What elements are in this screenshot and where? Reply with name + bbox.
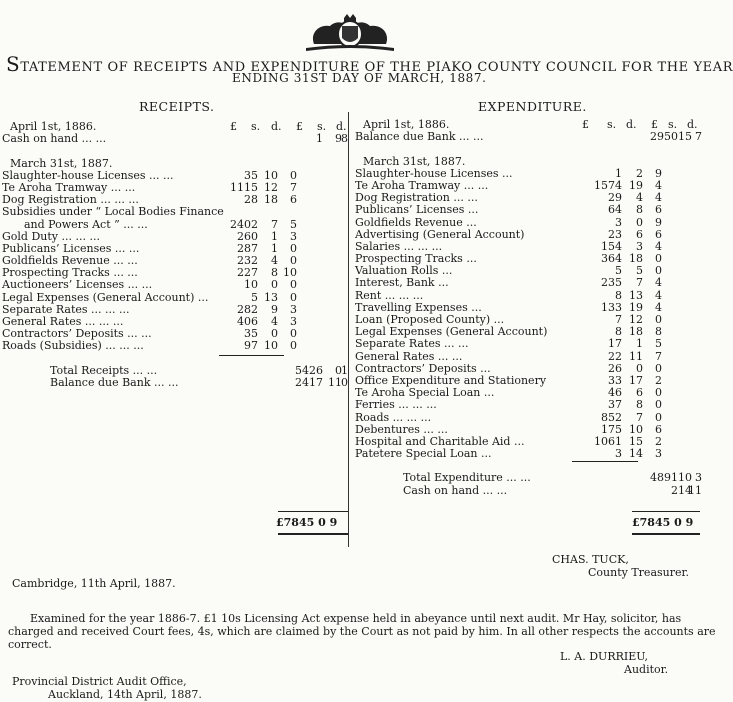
expenditure-amount-d: 5: [655, 337, 662, 351]
expenditure-label: Rent ... ... ...: [355, 288, 424, 302]
expenditure-amount-d: 2: [655, 434, 662, 448]
expenditure-label: Ferries ... ... ...: [355, 398, 437, 412]
receipts-amount-d: 3: [290, 315, 297, 328]
receipts-col-pound: £: [230, 120, 237, 133]
expenditure-amount-d: 3: [655, 447, 662, 461]
expenditure-amount-d: 0: [655, 313, 662, 326]
receipts-amount-p: 35: [244, 327, 258, 341]
receipts-total-rule-bottom: [278, 533, 348, 535]
expenditure-amount-d: 6: [655, 422, 662, 436]
receipts-label: Subsidies under “ Local Bodies Finance: [2, 205, 224, 219]
receipts-label: Goldfields Revenue ... ...: [2, 254, 138, 268]
expenditure-amount-p: 3: [615, 447, 622, 461]
treasurer-name: CHAS. TUCK,: [552, 553, 629, 566]
expenditure-col-pound: £: [582, 118, 589, 131]
receipts-amount-s: 0: [271, 278, 278, 292]
expenditure-amount-s: 15: [629, 434, 643, 448]
expenditure-row: [355, 277, 700, 289]
receipts-label: Cash on hand ... ...: [2, 132, 107, 146]
receipts-amount-d: 0: [290, 290, 297, 304]
expenditure-amount-p: 364: [601, 252, 622, 266]
receipts-amount-s: 7: [271, 217, 278, 231]
expenditure-row: [355, 472, 700, 484]
expenditure-label: Slaughter-house Licenses ...: [355, 166, 513, 180]
expenditure-amount-p: 5: [615, 264, 622, 278]
receipts-col-d: d.: [271, 120, 282, 133]
receipts-label: Te Aroha Tramway ... ...: [2, 180, 136, 194]
receipts-label: General Rates ... ... ...: [2, 315, 124, 328]
expenditure-amount-s: 8: [636, 398, 643, 412]
expenditure-amount-p: 3: [615, 215, 622, 229]
receipts-amount-d: 0: [290, 278, 297, 292]
expenditure-amount-s: 4: [636, 191, 643, 205]
expenditure-amount-s: 13: [629, 288, 643, 302]
expenditure-col-s: s.: [607, 118, 617, 131]
expenditure-amount-s: 2: [636, 166, 643, 180]
expenditure-label: Dog Registration ... ...: [355, 191, 478, 205]
receipts-label: and Powers Act ” ... ...: [24, 217, 148, 231]
expenditure-amount-s: 8: [636, 203, 643, 217]
expenditure-label: Legal Expenses (General Account): [355, 325, 548, 339]
receipts-amount-p: 35: [244, 168, 258, 182]
expenditure-amount-p2: 2: [671, 483, 678, 497]
expenditure-amount-d2: 3: [695, 471, 702, 485]
expenditure-amount-d2: 11: [688, 483, 702, 497]
receipts-label: Legal Expenses (General Account) ...: [2, 290, 209, 304]
expenditure-amount-p: 133: [601, 300, 622, 314]
expenditure-row: [355, 412, 700, 424]
receipts-amount-s: 10: [264, 168, 278, 182]
receipts-amount-s: 0: [271, 327, 278, 341]
expenditure-amount-s: 14: [629, 447, 643, 461]
receipts-label: March 31st, 1887.: [10, 156, 113, 170]
expenditure-total-rule-bottom: [632, 533, 700, 535]
receipts-amount-s: 1: [271, 229, 278, 243]
receipts-col-d2: d.: [336, 120, 347, 133]
audit-note-line2: charged and received Court fees, 4s, which are claimed by the Court as not paid by him. In all other respects the accounts are: [8, 625, 716, 638]
expenditure-amount-d: 7: [655, 349, 662, 363]
receipts-label: Dog Registration ... ... ...: [2, 193, 139, 207]
expenditure-label: Contractors’ Deposits ...: [355, 361, 491, 375]
expenditure-heading: EXPENDITURE.: [478, 99, 587, 114]
expenditure-amount-p2: 2950: [650, 130, 678, 144]
expenditure-row: [355, 399, 700, 411]
expenditure-amount-s: 11: [629, 349, 643, 363]
expenditure-amount-s: 6: [636, 227, 643, 241]
expenditure-spacer: [355, 143, 700, 155]
expenditure-amount-p: 1: [615, 166, 622, 180]
expenditure-amount-s: 18: [629, 325, 643, 339]
receipts-amount-s: 12: [264, 180, 278, 194]
receipts-amount-d: 0: [290, 254, 297, 268]
receipts-amount-s: 18: [264, 193, 278, 207]
expenditure-amount-d: 0: [655, 361, 662, 375]
receipts-subtotal-rule: [219, 355, 284, 356]
expenditure-amount-p: 175: [601, 422, 622, 436]
expenditure-amount-s: 10: [629, 422, 643, 436]
audit-note-line3: correct.: [8, 638, 52, 651]
expenditure-subtotal-rule: [572, 461, 638, 462]
expenditure-amount-p: 46: [608, 386, 622, 400]
receipts-label: Slaughter-house Licenses ... ...: [2, 168, 174, 182]
expenditure-amount-d: 0: [655, 264, 662, 278]
crest-emblem: [300, 14, 400, 52]
auditor-name: L. A. DURRIEU,: [560, 650, 649, 663]
expenditure-amount-p: 235: [601, 276, 622, 290]
receipts-amount-s: 8: [271, 266, 278, 280]
expenditure-label: Interest, Bank ...: [355, 276, 449, 290]
receipts-amount-p: 97: [244, 339, 258, 353]
receipts-amount-p: 1115: [230, 180, 258, 194]
expenditure-label: General Rates ... ...: [355, 349, 463, 363]
auditor-role: Auditor.: [624, 663, 669, 676]
expenditure-label: April 1st, 1886.: [363, 118, 450, 131]
receipts-amount-p: 5: [251, 290, 258, 304]
expenditure-label: March 31st, 1887.: [363, 154, 466, 168]
expenditure-amount-d: 9: [655, 166, 662, 180]
receipts-amount-d: 10: [283, 266, 297, 280]
expenditure-amount-p2: 4891: [650, 471, 678, 485]
receipts-amount-p2: 2417: [295, 375, 323, 389]
expenditure-amount-s: 0: [636, 361, 643, 375]
expenditure-amount-d: 4: [655, 300, 662, 314]
expenditure-amount-d2: 7: [695, 130, 702, 144]
expenditure-row: [355, 131, 700, 143]
expenditure-label: Salaries ... ... ...: [355, 239, 443, 253]
receipts-label: Total Receipts ... ...: [50, 363, 158, 377]
centre-divider: [348, 112, 349, 547]
receipts-label: Gold Duty ... ... ...: [2, 229, 100, 243]
receipts-amount-d: 6: [290, 193, 297, 207]
receipts-row: [2, 292, 347, 304]
expenditure-amount-s2: 10: [678, 471, 692, 485]
expenditure-amount-s2: 14: [678, 483, 692, 497]
expenditure-amount-d: 0: [655, 410, 662, 424]
receipts-amount-d2: 0: [341, 375, 348, 389]
expenditure-amount-p: 1574: [594, 178, 622, 192]
audit-note-line1: Examined for the year 1886-7. £1 10s Licensing Act expense held in abeyance until next audit. Mr Hay, solicitor, has: [30, 612, 682, 625]
receipts-label: Publicans’ Licenses ... ...: [2, 241, 140, 255]
expenditure-col-d2: d.: [687, 118, 698, 131]
receipts-amount-s: 9: [271, 302, 278, 316]
expenditure-amount-p: 17: [608, 337, 622, 351]
receipts-label: April 1st, 1886.: [10, 120, 97, 133]
expenditure-amount-s: 3: [636, 239, 643, 253]
statement-title: STATEMENT OF RECEIPTS AND EXPENDITURE OF THE PIAKO COUNTY COUNCIL FOR THE YEAR: [6, 52, 733, 76]
expenditure-amount-p: 33: [608, 373, 622, 387]
receipts-amount-p2: 1: [316, 132, 323, 146]
expenditure-amount-s: 5: [636, 264, 643, 278]
expenditure-amount-d: 0: [655, 252, 662, 266]
receipts-amount-d: 0: [290, 241, 297, 255]
expenditure-label: Prospecting Tracks ...: [355, 252, 477, 266]
receipts-amount-d2: 8: [341, 132, 348, 146]
expenditure-col-d: d.: [626, 118, 637, 131]
expenditure-label: Te Aroha Tramway ... ...: [355, 178, 489, 192]
receipts-amount-s: 4: [271, 254, 278, 268]
receipts-label: Balance due Bank ... ...: [50, 375, 179, 389]
receipts-row: [2, 340, 347, 352]
expenditure-col-s2: s.: [668, 118, 678, 131]
receipts-amount-s2: 9: [335, 132, 342, 146]
place-date: Cambridge, 11th April, 1887.: [12, 577, 176, 590]
receipts-amount-p: 227: [237, 266, 258, 280]
receipts-row: [2, 133, 347, 145]
expenditure-amount-s: 12: [629, 313, 643, 326]
expenditure-amount-s: 19: [629, 178, 643, 192]
receipts-label: Contractors’ Deposits ... ...: [2, 327, 152, 341]
expenditure-ledger: [355, 119, 700, 497]
receipts-row: [2, 219, 347, 231]
receipts-amount-d: 0: [290, 339, 297, 353]
expenditure-amount-d: 0: [655, 398, 662, 412]
expenditure-label: Publicans’ Licenses ...: [355, 203, 479, 217]
expenditure-label: Goldfields Revenue ...: [355, 215, 477, 229]
expenditure-row: [355, 156, 700, 168]
receipts-amount-s2: 11: [328, 375, 342, 389]
expenditure-amount-p: 22: [608, 349, 622, 363]
expenditure-amount-d: 4: [655, 178, 662, 192]
receipts-amount-p2: 5426: [295, 363, 323, 377]
expenditure-amount-d: 4: [655, 288, 662, 302]
expenditure-label: Loan (Proposed County) ...: [355, 313, 505, 326]
expenditure-label: Balance due Bank ... ...: [355, 130, 484, 144]
receipts-spacer: [2, 353, 347, 365]
receipts-label: Roads (Subsidies) ... ... ...: [2, 339, 144, 353]
expenditure-row: [355, 485, 700, 497]
receipts-amount-p: 2402: [230, 217, 258, 231]
expenditure-amount-s: 18: [629, 252, 643, 266]
receipts-label: Separate Rates ... ... ...: [2, 302, 130, 316]
treasurer-role: County Treasurer.: [588, 566, 690, 579]
expenditure-amount-d: 0: [655, 386, 662, 400]
expenditure-label: Debentures ... ...: [355, 422, 448, 436]
expenditure-amount-p: 154: [601, 239, 622, 253]
receipts-total-rule-top: [278, 511, 348, 512]
expenditure-label: Roads ... ... ...: [355, 410, 432, 424]
expenditure-label: Valuation Rolls ...: [355, 264, 453, 278]
expenditure-amount-p: 23: [608, 227, 622, 241]
receipts-ledger: [2, 121, 347, 389]
expenditure-amount-s: 1: [636, 337, 643, 351]
expenditure-amount-d: 6: [655, 227, 662, 241]
expenditure-amount-s: 6: [636, 386, 643, 400]
expenditure-row: [355, 448, 700, 460]
expenditure-grand-total: £7845 0 9: [632, 516, 694, 529]
receipts-amount-s: 13: [264, 290, 278, 304]
expenditure-amount-s: 17: [629, 373, 643, 387]
receipts-amount-s: 10: [264, 339, 278, 353]
expenditure-label: Total Expenditure ... ...: [403, 471, 531, 485]
expenditure-amount-s: 19: [629, 300, 643, 314]
expenditure-amount-p: 1061: [594, 434, 622, 448]
expenditure-amount-d: 2: [655, 373, 662, 387]
receipts-row: [2, 279, 347, 291]
receipts-amount-s: 1: [271, 241, 278, 255]
statement-subtitle: ENDING 31ST DAY OF MARCH, 1887.: [232, 71, 487, 85]
receipts-label: Prospecting Tracks ... ...: [2, 266, 138, 280]
expenditure-amount-p: 8: [615, 325, 622, 339]
receipts-label: Auctioneers’ Licenses ... ...: [2, 278, 153, 292]
receipts-col-pound2: £: [296, 120, 303, 133]
audit-office-line1: Provincial District Audit Office,: [12, 675, 187, 688]
expenditure-amount-d: 6: [655, 203, 662, 217]
receipts-amount-d: 7: [290, 180, 297, 194]
receipts-amount-p: 260: [237, 229, 258, 243]
expenditure-amount-p: 7: [615, 313, 622, 326]
expenditure-label: Travelling Expenses ...: [355, 300, 482, 314]
expenditure-amount-p: 64: [608, 203, 622, 217]
receipts-col-s: s.: [251, 120, 261, 133]
expenditure-amount-d: 4: [655, 276, 662, 290]
receipts-row: [2, 158, 347, 170]
expenditure-label: Te Aroha Special Loan ...: [355, 386, 495, 400]
expenditure-row: [355, 338, 700, 350]
expenditure-amount-d: 8: [655, 325, 662, 339]
receipts-grand-total: £7845 0 9: [276, 516, 338, 529]
expenditure-label: Patetere Special Loan ...: [355, 447, 492, 461]
receipts-amount-d: 5: [290, 217, 297, 231]
receipts-amount-p: 287: [237, 241, 258, 255]
expenditure-amount-p: 29: [608, 191, 622, 205]
expenditure-amount-s: 0: [636, 215, 643, 229]
receipts-spacer: [2, 145, 347, 157]
receipts-amount-d: 3: [290, 229, 297, 243]
receipts-amount-p: 282: [237, 302, 258, 316]
expenditure-label: Cash on hand ... ...: [403, 483, 508, 497]
receipts-col-s2: s.: [317, 120, 327, 133]
receipts-amount-p: 232: [237, 254, 258, 268]
expenditure-amount-d: 4: [655, 191, 662, 205]
expenditure-label: Hospital and Charitable Aid ...: [355, 434, 525, 448]
expenditure-row: [355, 217, 700, 229]
expenditure-label: Separate Rates ... ...: [355, 337, 469, 351]
receipts-amount-p: 28: [244, 193, 258, 207]
expenditure-amount-p: 37: [608, 398, 622, 412]
expenditure-col-pound2: £: [651, 118, 658, 131]
expenditure-row: [355, 204, 700, 216]
expenditure-label: Advertising (General Account): [355, 227, 525, 241]
audit-office-line2: Auckland, 14th April, 1887.: [48, 688, 202, 701]
expenditure-amount-d: 9: [655, 215, 662, 229]
expenditure-amount-p: 8: [615, 288, 622, 302]
expenditure-amount-p: 852: [601, 410, 622, 424]
expenditure-total-rule-top: [632, 511, 700, 512]
expenditure-amount-s: 7: [636, 276, 643, 290]
receipts-amount-p: 406: [237, 315, 258, 328]
receipts-heading: RECEIPTS.: [139, 99, 215, 114]
expenditure-amount-p: 26: [608, 361, 622, 375]
expenditure-amount-s2: 15: [678, 130, 692, 144]
receipts-amount-p: 10: [244, 278, 258, 292]
expenditure-amount-d: 4: [655, 239, 662, 253]
expenditure-label: Office Expenditure and Stationery: [355, 373, 547, 387]
expenditure-row: [355, 351, 700, 363]
expenditure-amount-s: 7: [636, 410, 643, 424]
expenditure-row: [355, 290, 700, 302]
receipts-amount-d: 0: [290, 327, 297, 341]
receipts-row: [2, 377, 347, 389]
receipts-amount-d: 0: [290, 168, 297, 182]
receipts-amount-d2: 1: [341, 363, 348, 377]
receipts-amount-s: 4: [271, 315, 278, 328]
receipts-amount-s2: 0: [335, 363, 342, 377]
receipts-row: [2, 206, 347, 218]
receipts-amount-d: 3: [290, 302, 297, 316]
